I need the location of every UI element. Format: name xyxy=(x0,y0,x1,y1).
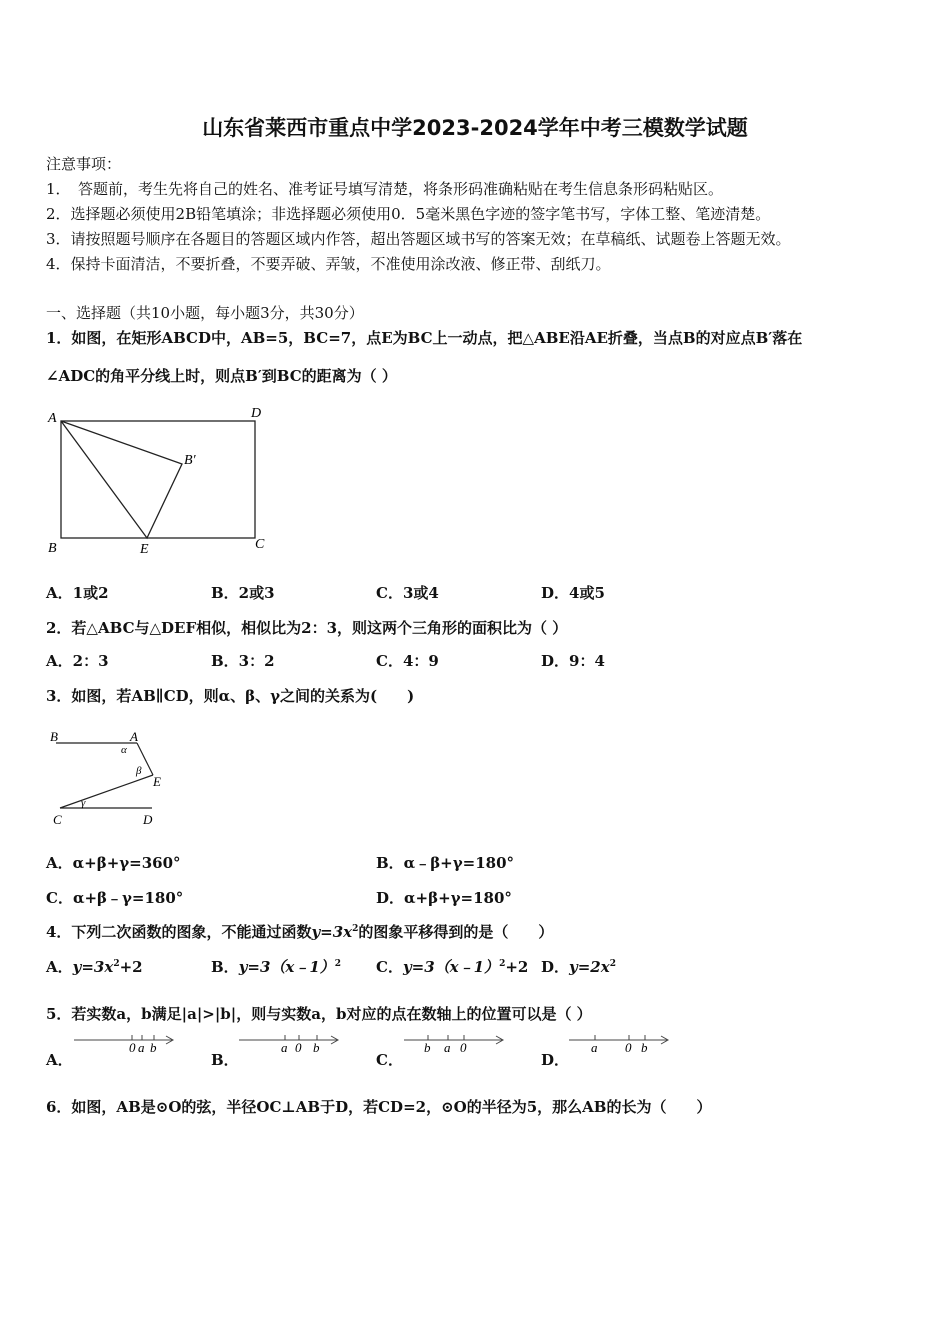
q3-figure xyxy=(40,724,180,834)
q5-b-mark-2: 0 xyxy=(295,1040,302,1055)
q2-option-d[interactable]: D．9：4 xyxy=(541,652,605,670)
q3-option-d[interactable]: D．α+β+γ=180° xyxy=(376,889,512,907)
q4-option-b[interactable] xyxy=(211,956,341,977)
q4-function: y=3x xyxy=(311,923,353,941)
q3-label-e: E xyxy=(153,774,161,789)
notice-heading: 注意事项： xyxy=(46,155,122,173)
q5-option-c-numberline[interactable] xyxy=(402,1028,512,1058)
q1-option-a[interactable]: A．1或2 xyxy=(46,584,109,602)
q2-option-a[interactable]: A．2：3 xyxy=(46,652,109,670)
q3-option-a[interactable]: A．α+β+γ=360° xyxy=(46,854,181,872)
q4-text xyxy=(46,921,553,942)
q3-label-alpha: α xyxy=(121,744,127,756)
q4-option-d-exp: 2 xyxy=(609,959,616,969)
q5-d-mark-3: b xyxy=(641,1040,648,1055)
q3-label-b: B xyxy=(50,729,58,744)
q4-option-b-expr: y=3（x﹣1） xyxy=(238,958,335,976)
q5-c-mark-3: 0 xyxy=(460,1040,467,1055)
q4-option-a-exp: 2 xyxy=(113,959,120,969)
q4-option-c[interactable] xyxy=(376,956,528,977)
q2-option-b[interactable]: B．3：2 xyxy=(211,652,275,670)
q1-option-c[interactable]: C．3或4 xyxy=(376,584,439,602)
q1-label-d: D xyxy=(251,406,262,421)
q1-label-e: E xyxy=(140,542,149,557)
q1-text-line2: ∠ADC的角平分线上时，则点B′到BC的距离为（ ） xyxy=(46,367,397,385)
q5-b-mark-1: a xyxy=(281,1040,288,1055)
q4-option-c-label: C． xyxy=(376,958,403,976)
q1-label-c: C xyxy=(255,537,265,552)
notice-item-4: 4．保持卡面清洁，不要折叠，不要弄破、弄皱，不准使用涂改液、修正带、刮纸刀。 xyxy=(46,255,611,273)
q4-option-c-expr: y=3（x﹣1） xyxy=(402,958,500,976)
q5-option-d-numberline[interactable] xyxy=(567,1028,677,1058)
q4-option-d-expr: y=2x xyxy=(569,958,610,976)
q5-option-b-label[interactable]: B． xyxy=(211,1051,239,1069)
q5-a-mark-1: 0 xyxy=(129,1040,136,1055)
q5-c-mark-2: a xyxy=(444,1040,451,1055)
q3-text: 3．如图，若AB∥CD，则α、β、γ之间的关系为( ) xyxy=(46,687,415,705)
q5-d-mark-2: 0 xyxy=(625,1040,632,1055)
q3-label-gamma: γ xyxy=(81,797,86,809)
q5-c-mark-1: b xyxy=(424,1040,431,1055)
q2-text: 2．若△ABC与△DEF相似，相似比为2：3，则这两个三角形的面积比为（ ） xyxy=(46,619,568,637)
line-ec xyxy=(60,775,153,808)
q6-text: 6．如图，AB是⊙O的弦，半径OC⊥AB于D，若CD=2，⊙O的半径为5，那么AB的长为（ ） xyxy=(46,1098,712,1116)
q4-option-b-label: B． xyxy=(211,958,239,976)
q4-option-a-tail: +2 xyxy=(119,958,143,976)
q1-label-a: A xyxy=(48,411,57,426)
q4-text-pre: 4．下列二次函数的图象，不能通过函数 xyxy=(46,923,312,941)
q5-option-c-label[interactable]: C． xyxy=(376,1051,403,1069)
q4-option-a[interactable] xyxy=(46,956,143,977)
q5-b-mark-3: b xyxy=(313,1040,320,1055)
q3-option-b[interactable]: B．α﹣β+γ=180° xyxy=(376,854,515,872)
q1-option-d[interactable]: D．4或5 xyxy=(541,584,605,602)
section-heading: 一、选择题（共10小题，每小题3分，共30分） xyxy=(46,304,364,322)
q1-label-bprime: B′ xyxy=(184,453,196,468)
notice-item-2: 2．选择题必须使用2B铅笔填涂；非选择题必须使用0．5毫米黑色字迹的签字笔书写，字体工整、笔迹清楚。 xyxy=(46,205,771,223)
q4-option-a-label: A． xyxy=(46,958,73,976)
q5-option-d-label[interactable]: D． xyxy=(541,1051,570,1069)
q5-option-a-label[interactable]: A． xyxy=(46,1051,73,1069)
q4-option-d-label: D． xyxy=(541,958,570,976)
page-title: 山东省莱西市重点中学2023-2024学年中考三模数学试题 xyxy=(202,116,748,140)
q5-option-a-numberline[interactable] xyxy=(72,1028,182,1058)
q5-option-b-numberline[interactable] xyxy=(237,1028,347,1058)
q4-exponent: 2 xyxy=(352,924,359,934)
q4-option-c-exp: 2 xyxy=(499,959,506,969)
q3-label-a: A xyxy=(130,729,138,744)
q1-option-b[interactable]: B．2或3 xyxy=(211,584,275,602)
q4-text-post: 的图象平移得到的是（ ） xyxy=(358,923,554,941)
q4-option-c-tail: +2 xyxy=(505,958,529,976)
q1-text-line1: 1．如图，在矩形ABCD中，AB=5，BC=7，点E为BC上一动点，把△ABE沿AE折叠，当点B的对应点B′落在 xyxy=(46,329,803,347)
rectangle-abcd xyxy=(61,421,255,538)
q1-figure xyxy=(40,400,280,560)
q4-option-a-expr: y=3x xyxy=(72,958,114,976)
q5-a-mark-2: a xyxy=(138,1040,145,1055)
q3-option-c[interactable]: C．α+β﹣γ=180° xyxy=(46,889,184,907)
q4-option-d[interactable] xyxy=(541,956,616,977)
q2-option-c[interactable]: C．4：9 xyxy=(376,652,439,670)
q5-d-mark-1: a xyxy=(591,1040,598,1055)
folded-triangle xyxy=(61,421,182,538)
q3-label-c: C xyxy=(53,812,62,827)
q1-label-b: B xyxy=(48,541,57,556)
notice-item-3: 3．请按照题号顺序在各题目的答题区域内作答，超出答题区域书写的答案无效；在草稿纸、试题卷上答题无效。 xyxy=(46,230,791,248)
q3-label-d: D xyxy=(143,812,153,827)
q4-option-b-exp: 2 xyxy=(334,959,342,969)
notice-item-1: 1． 答题前，考生先将自己的姓名、准考证号填写清楚，将条形码准确粘贴在考生信息条形码粘贴区。 xyxy=(46,180,724,198)
q5-text: 5．若实数a，b满足|a|>|b|，则与实数a，b对应的点在数轴上的位置可以是（ ） xyxy=(46,1005,592,1023)
q3-label-beta: β xyxy=(136,765,142,777)
q5-a-mark-3: b xyxy=(150,1040,157,1055)
